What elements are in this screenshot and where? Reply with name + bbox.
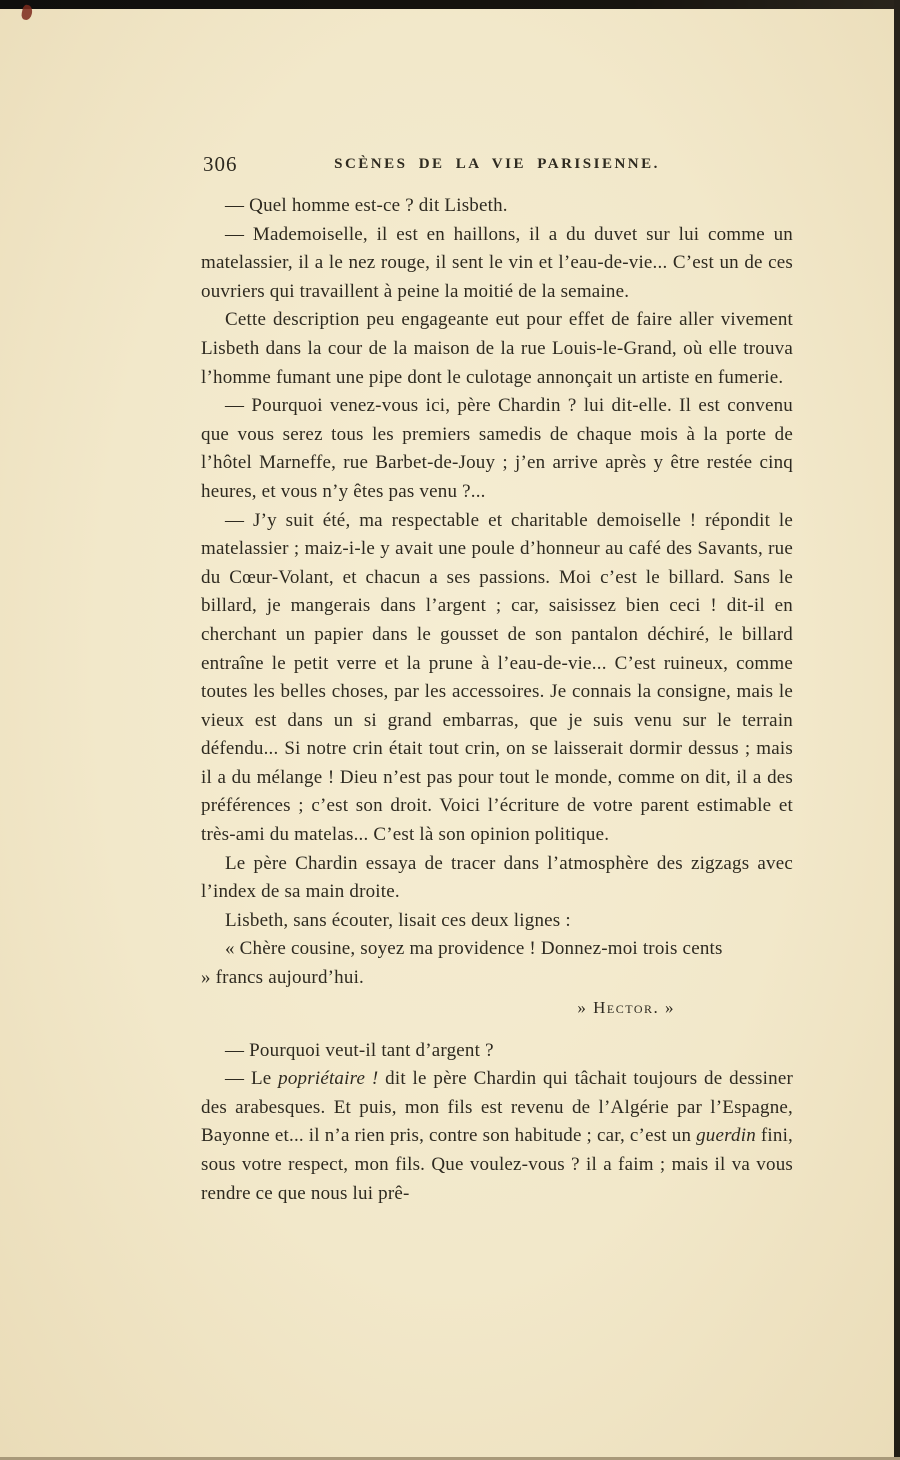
- text-segment: — Le: [225, 1068, 279, 1090]
- letter-quote-line-1: « Chère cousine, soyez ma providence ! Donnez-moi trois cents: [225, 938, 723, 960]
- text-segment: fini, sous votre respect, mon fils. Que voulez-vous ? il a faim ; mais il va vous rendre ce que nous lui prê-: [201, 1125, 793, 1204]
- letter-quote: [201, 935, 793, 992]
- scan-edge-top: [0, 0, 900, 9]
- running-title: SCÈNES DE LA VIE PARISIENNE.: [334, 156, 660, 172]
- text-segment-italic: guerdin: [696, 1125, 756, 1147]
- paragraph-dialogue-pourquoi: — Pourquoi venez-vous ici, père Chardin ? lui dit-elle. Il est convenu que vous serez tous les premiers samedis de chaque mois à la porte de l’hôtel Marneffe, rue Barbet-de-Jouy ; j’en arrive après y être restée cinq heures, et vous n’y êtes pas venu ?...: [201, 395, 793, 502]
- paragraph-narration-courtyard: Cette description peu engageante eut pour effet de faire aller vivement Lisbeth dans la cour de la maison de la rue Louis-le-Grand, où elle trouva l’homme fumant une pipe dont le culotage annonçait un artiste en fumerie.: [201, 309, 793, 388]
- paragraph-narration-lisbeth-reads: Lisbeth, sans écouter, lisait ces deux lignes :: [225, 909, 571, 931]
- paragraph-dialogue-argent: — Pourquoi veut-il tant d’argent ?: [225, 1039, 494, 1061]
- letter-quote-line-2: » francs aujourd’hui.: [201, 967, 365, 989]
- text-segment-italic: popriétaire !: [278, 1068, 379, 1090]
- letter-signature-name: » Hector. »: [577, 997, 675, 1017]
- letter-signature: [201, 994, 793, 1022]
- page-number: 306: [203, 152, 238, 176]
- paragraph-narration-zigzags: Le père Chardin essaya de tracer dans l’atmosphère des zigzags avec l’index de sa main droite.: [201, 852, 793, 903]
- paragraph-dialogue-lisbeth-question: — Quel homme est-ce ? dit Lisbeth.: [225, 195, 508, 216]
- paragraph-dialogue-description: — Mademoiselle, il est en haillons, il a du duvet sur lui comme un matelassier, il a le nez rouge, il sent le vin et l’eau-de-vie... C’est un de ces ouvriers qui travaillent à peine la moitié de la semaine.: [201, 223, 793, 302]
- paragraph-dialogue-proprietaire: [201, 1065, 793, 1208]
- scan-edge-right: [894, 0, 900, 1460]
- paragraph-dialogue-matelassier: — J’y suit été, ma respectable et charitable demoiselle ! répondit le matelassier ; maiz-i-le y avait une poule d’honneur au café des Savants, rue du Cœur-Volant, et chacun a ses passions. Moi c’est le billard. Sans le billard, je mangerais dans l’argent ; car, saisissez bien ceci ! dit-il en cherchant un papier dans le gousset de son pantalon déchiré, le billard entraîne le petit verre et la prune à l’eau-de-vie... C’est ruineux, comme toutes les belles choses, par les accessoires. Je connais la consigne, mais le vieux est dans un si grand embarras, que je suis venu sur le terrain défendu... Si notre crin était tout crin, on se laisserait dormir dessus ; mais il a du mélange ! Dieu n’est pas pour tout le monde, comme on dit, il a des préférences ; c’est son droit. Voici l’écriture de votre parent estimable et très-ami du matelas... C’est là son opinion politique.: [201, 509, 793, 846]
- text-segment: dit le père Chardin qui tâchait toujours de dessiner des arabesques. Et puis, mon fils est revenu de l’Algérie par l’Espagne, Bayonne et... il n’a rien pris, contre son habitude ; car, c’est un: [201, 1068, 793, 1147]
- running-head: [201, 150, 793, 180]
- text-block: [201, 150, 793, 1208]
